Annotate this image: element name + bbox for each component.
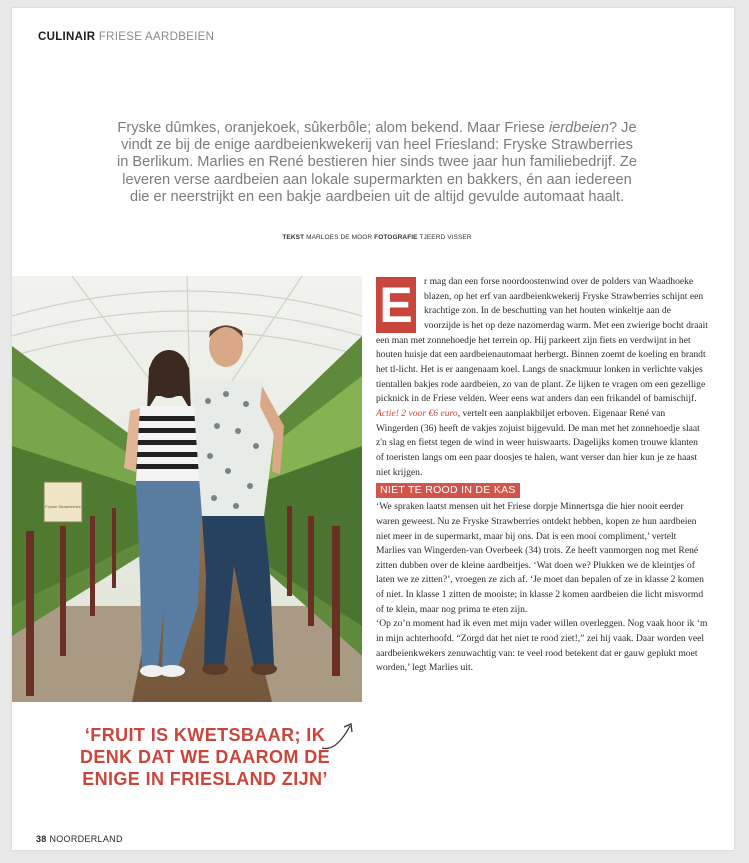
credits xyxy=(212,234,542,241)
section-name: CULINAIR xyxy=(38,31,96,43)
credit-photo-author: TJEERD VISSER xyxy=(419,234,472,241)
subheading: NIET TE ROOD IN DE KAS xyxy=(376,483,520,498)
intro-text-2: ? Je vindt ze bij de enige aardbeienkwekerij van heel Friesland: Fryske Strawberries in Berlikum. Marlies en René bestieren hier sinds twee jaar hun familiebedrijf. Ze leveren verse aardbeien aan lokale supermarkten en bakkers, én aan iedereen die er neerstrijkt en een bakje aardbeien uit de altijd gevulde automaat haalt. xyxy=(117,120,637,205)
intro-paragraph xyxy=(117,120,637,206)
pull-quote: ‘FRUIT IS KWETSBAAR; IK DENK DAT WE DAAROM DE ENIGE IN FRIESLAND ZIJN’ xyxy=(79,725,331,789)
promo-text: Actie! 2 voor €6 euro xyxy=(376,407,458,419)
greenhouse-couple-photo xyxy=(12,276,362,702)
page-footer xyxy=(36,834,123,844)
magazine-page xyxy=(12,8,734,850)
intro-text-1: Fryske dûmkes, oranjekoek, sûkerbôle; alom bekend. Maar Friese xyxy=(117,120,549,136)
article-body xyxy=(376,275,708,676)
drop-cap: E xyxy=(376,277,416,333)
magazine-name: NOORDERLAND xyxy=(49,834,123,844)
paragraph-1 xyxy=(376,275,708,480)
page-number: 38 xyxy=(36,834,47,844)
paragraph-3: ‘Op zo’n moment had ik even met mijn vader willen overleggen. Nog vaak hoor ik ‘m in mijn achterhoofd. “Zorgd dat het niet te rood ziet!,” zei hij vaak. Daar worden veel aardbeienkwekers zenuwachtig van: te veel rood betekent dat er gauw geplukt moet worden,’ legt Marlies uit. xyxy=(376,618,708,674)
credit-text-label: TEKST xyxy=(282,234,305,241)
intro-emphasis: ierdbeien xyxy=(548,120,609,136)
credit-text-author: MARLOES DE MOOR xyxy=(306,234,373,241)
article-photo xyxy=(12,276,362,702)
paragraph-1-text-a: r mag dan een forse noordoostenwind over de polders van Waadhoeke blazen, op het erf van aardbeienkwekerij Fryske Strawberries schijnt een krachtige zon. In de beschutting van het houten winkeltje aan de voorzijde is het op deze nazomerdag warm. Met een zwierige bocht draait een man met zonnehoedje het terrein op. Hij parkeert zijn fiets en verdwijnt in het houten huisje dat een aardbeienautomaat herbergt. Binnen zoemt de koeling en brandt het tl-licht. Het is er aangenaam koel. Langs de snackmuur lonken in verlichte vakjes tientallen bakjes rode aardbeien, zo van de plant. Ze lijken te vragen om een gezellige picknick in de Friese velden. Weer eens wat anders dan een frikandel of bamischijf. xyxy=(376,276,708,405)
sign-text: Fryske Strawberries xyxy=(45,504,81,509)
paragraph-2: ‘We spraken laatst mensen uit het Friese dorpje Minnertsga die hier nooit eerder waren geweest. Nu ze Fryske Strawberries ontdekt hebben, kopen ze hun aardbeien niet meer in de supermarkt, maar bij ons. Dat is een mooi compliment,’ vertelt Marlies van Wingerden-van Overbeek (34) trots. Ze heeft vanmorgen nog met René zitten dubben over de kleine aardbeitjes. ‘Wat doen we? Plukken we de kleintjes of laten we ze zitten?’, vroegen ze zich af. ‘Je moet dan bepalen of ze in klasse 2 komen of niet. In klasse 1 zitten de mooiste; in klasse 2 komen aardbeien die licht misvormd of te klein, maar nog prima te eten zijn. xyxy=(376,501,704,615)
credit-photo-label: FOTOGRAFIE xyxy=(374,234,418,241)
section-label xyxy=(38,31,214,43)
paragraph-1-text-b: , vertelt een aanplakbiljet erboven. Eigenaar René van Wingerden (36) heeft de vakjes zojuist bijgevuld. De man met het zonnehoedje slaat z'n slag en fietst tegen de wind in weer huiswaarts. Dagelijks komen trouwe klanten of toeristen langs om een paar doosjes te halen, want verser dan hier kun je ze haast niet krijgen. xyxy=(376,407,700,478)
subsection-name: FRIESE AARDBEIEN xyxy=(98,31,215,43)
